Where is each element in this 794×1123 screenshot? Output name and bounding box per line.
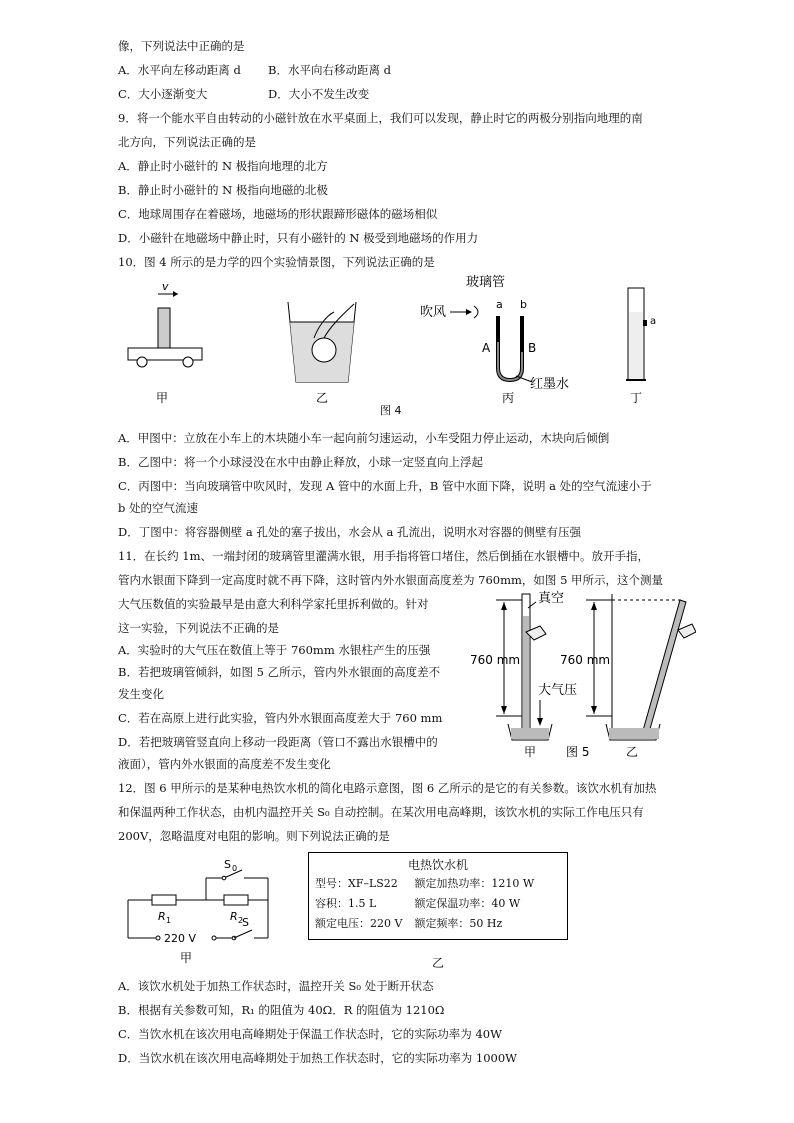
q11-stem-line4: 这一实验，下列说法不正确的是 [118, 621, 279, 635]
fig4-velocity-label: v [162, 280, 169, 293]
q11-option-b-line2: 发生变化 [118, 687, 164, 701]
circuit-r2-label: R [230, 910, 238, 923]
q10-option-b: B．乙图中：将一个小球浸没在水中由静止释放，小球一定竖直向上浮起 [118, 455, 483, 469]
q8-option-b: B．水平向右移动距离 d [268, 63, 391, 77]
fig4-u-tube-diagram [420, 274, 569, 392]
fig4-label-jia: 甲 [156, 391, 169, 405]
spec-cell: 额定加热功率：1210 W [414, 877, 535, 890]
fig5-vacuum-label: 真空 [538, 591, 565, 606]
spec-table [309, 873, 540, 933]
fig6-label-jia: 甲 [180, 951, 193, 964]
q9-option-a: A．静止时小磁针的 N 极指向地理的北方 [118, 159, 328, 173]
q12-option-a: A．该饮水机处于加热工作状态时，温控开关 S₀ 处于断开状态 [118, 979, 434, 993]
q12-option-c: C．当饮水机在该次用电高峰期处于保温工作状态时，它的实际功率为 40W [118, 1027, 502, 1041]
q9-option-b: B．静止时小磁针的 N 极指向地磁的北极 [118, 183, 328, 197]
fig4-A-label: A [482, 341, 491, 355]
fig4-glass-tube-label: 玻璃管 [466, 275, 506, 290]
q9-option-c: C．地球周围存在着磁场，地磁场的形状跟蹄形磁体的磁场相似 [118, 207, 438, 221]
q11-option-b-line1: B．若把玻璃管倾斜，如图 5 乙所示，管内外水银面的高度差不 [118, 665, 441, 679]
fig4-ball-in-water-diagram [288, 302, 356, 382]
q9-option-d: D．小磁针在地磁场中静止时，只有小磁针的 N 极受到地磁场的作用力 [118, 231, 479, 245]
spec-row [309, 873, 540, 893]
figure-6-circuit [118, 854, 288, 964]
q11-option-d-line1: D．若把玻璃管竖直向上移动一段距离（管口不露出水银槽中的 [118, 735, 438, 749]
spec-cell: 型号：XF–LS22 [315, 877, 398, 890]
fig4-B-label: B [528, 341, 537, 355]
spec-cell: 容积：1.5 L [315, 897, 377, 910]
fig4-cart-diagram [128, 280, 202, 367]
spec-row [309, 913, 540, 933]
fig5-height-label-jia: 760 mm [470, 653, 521, 667]
fig5-tilted-tube-diagram [560, 594, 696, 740]
circuit-s0-label: S [224, 858, 231, 871]
q12-option-d: D．当饮水机在该次用电高峰期处于加热工作状态时，它的实际功率为 1000W [118, 1051, 517, 1065]
spec-title: 电热饮水机 [407, 858, 468, 872]
circuit-r1-subscript: 1 [166, 916, 172, 925]
circuit-s-label: S [242, 916, 249, 929]
q8-option-c: C．大小逐渐变大 [118, 87, 208, 101]
q11-stem-line3: 大气压数值的实验最早是由意大利科学家托里拆利做的。针对 [118, 597, 429, 611]
fig4-label-ding: 丁 [630, 391, 643, 405]
circuit-r2-subscript: 2 [238, 916, 244, 925]
q12-stem-line3: 200V，忽略温度对电阻的影响。则下列说法正确的是 [118, 829, 390, 843]
q11-option-a: A．实验时的大气压在数值上等于 760mm 水银柱产生的压强 [118, 643, 431, 657]
q12-stem-line2: 和保温两种工作状态，由机内温控开关 S₀ 自动控制。在某次用电高峰期，该饮水机的实际工作电压只有 [118, 805, 644, 819]
q10-option-c-line2: b 处的空气流速 [118, 501, 199, 515]
fig6-label-yi: 乙 [431, 956, 444, 970]
q10-option-d: D．丁图中：将容器侧壁 a 孔处的塞子拔出，水会从 a 孔流出，说明水对容器的侧壁有压强 [118, 525, 582, 539]
fig5-atmospheric-label: 大气压 [538, 683, 578, 698]
q10-option-a: A．甲图中：立放在小车上的木块随小车一起向前匀速运动，小车受阻力停止运动，木块向后倾倒 [118, 431, 610, 445]
fig4-hole-a-label: a [650, 316, 657, 327]
spec-row [309, 893, 540, 913]
figure-6-spec-table [308, 852, 568, 940]
circuit-r1-label: R [158, 910, 166, 923]
q10-option-c-line1: C．丙图中：当向玻璃管中吹风时，发现 A 管中的水面上升，B 管中水面下降，说明 a 处的空气流速小于 [118, 479, 652, 493]
q9-stem-line1: 9．将一个能水平自由转动的小磁针放在水平桌面上，我们可以发现，静止时它的两极分别指向地理的南 [118, 111, 643, 125]
circuit-voltage-label: 220 V [164, 932, 197, 945]
fig5-height-label-yi: 760 mm [560, 653, 611, 667]
q9-stem-line2: 北方向，下列说法正确的是 [118, 135, 256, 149]
figure-4-caption: 图 4 [380, 404, 402, 417]
fig4-label-yi: 乙 [316, 391, 329, 405]
fig4-label-bing: 丙 [502, 391, 515, 405]
q11-stem-line1: 11．在长约 1m、一端封闭的玻璃管里灌满水银，用手指将管口堵住，然后倒插在水银槽中。放开手指， [118, 549, 650, 563]
fig5-label-jia: 甲 [524, 745, 537, 759]
q8-option-a: A．水平向左移动距离 d [118, 63, 241, 77]
q10-stem: 10．图 4 所示的是力学的四个实验情景图，下列说法正确的是 [118, 255, 435, 269]
circuit-s0-subscript: 0 [232, 864, 238, 873]
spec-cell: 额定保温功率：40 W [414, 897, 521, 910]
fig4-b-label: b [520, 298, 527, 311]
fig5-label-yi: 乙 [626, 745, 639, 759]
q11-option-c: C．若在高原上进行此实验，管内外水银面高度差大于 760 mm [118, 711, 443, 725]
figure-5 [466, 590, 696, 762]
q12-option-b: B．根据有关参数可知，R₁ 的阻值为 40Ω．R 的阻值为 1210Ω [118, 1003, 445, 1017]
fig4-cylinder-diagram [626, 288, 656, 380]
fig4-red-ink-label: 红墨水 [530, 377, 570, 392]
q8-stem-tail: 像，下列说法中正确的是 [118, 39, 245, 53]
q8-option-d: D．大小不发生改变 [268, 87, 370, 101]
figure-4 [118, 272, 678, 422]
figure-5-caption: 图 5 [566, 745, 590, 759]
q12-stem-line1: 12．图 6 甲所示的是某种电热饮水机的简化电路示意图，图 6 乙所示的是它的有关参数。该饮水机有加热 [118, 781, 657, 795]
spec-cell: 额定电压：220 V [315, 917, 403, 930]
fig4-blow-label: 吹风 [420, 305, 447, 320]
spec-cell: 额定频率：50 Hz [414, 917, 503, 930]
fig4-a-label: a [496, 298, 503, 311]
q11-option-d-line2: 液面），管内外水银面的高度差不发生变化 [118, 757, 331, 771]
q11-stem-line2: 管内水银面下降到一定高度时就不再下降，这时管内外水银面高度差为 760mm，如图 5 甲所示，这个测量 [118, 573, 664, 587]
